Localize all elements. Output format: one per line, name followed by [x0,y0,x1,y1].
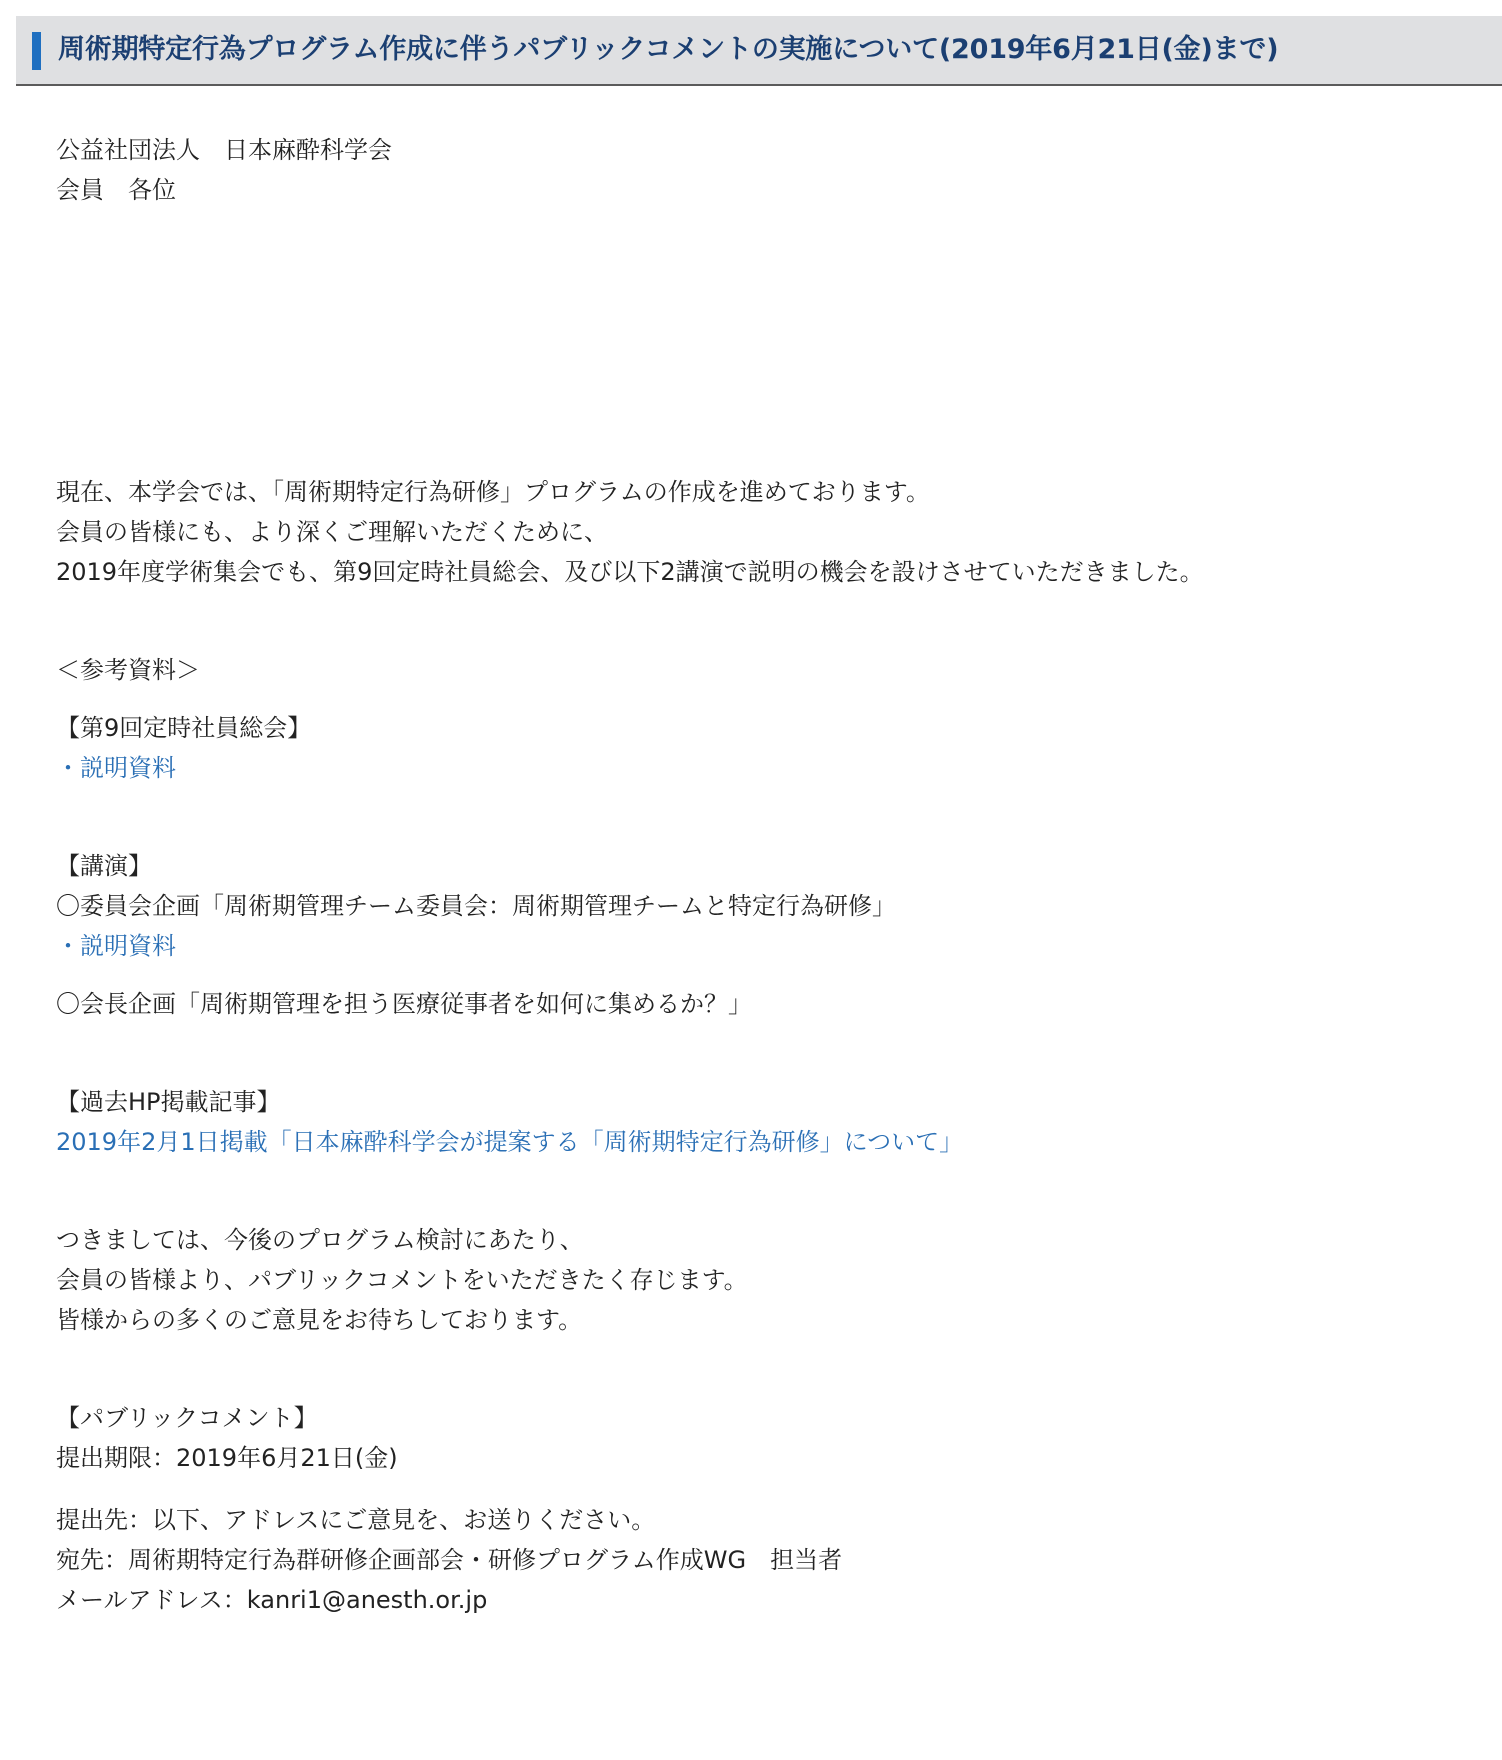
addressee-org: 公益社団法人 日本麻酔科学会 [56,136,392,164]
title-bar [16,16,1502,86]
general-meeting-material-link[interactable]: ・説明資料 [56,754,176,782]
intro-line-3: 2019年度学術集会でも、第9回定時社員総会、及び以下2講演で説明の機会を設けさせていただきました。 [56,558,1204,586]
request-line-3: 皆様からの多くのご意見をお待ちしております。 [56,1306,583,1334]
lecture-item-president: 〇会長企画「周術期管理を担う医療従事者を如何に集めるか？」 [56,990,752,1018]
submit-to-text: 提出先：以下、アドレスにご意見を、お送りください。 [56,1506,656,1534]
past-article-link[interactable]: 2019年2月1日掲載「日本麻酔科学会が提案する「周術期特定行為研修」について」 [56,1128,964,1156]
intro-line-2: 会員の皆様にも、より深くご理解いただくために、 [56,518,608,546]
intro-line-1: 現在、本学会では、「周術期特定行為研修」プログラムの作成を進めております。 [56,478,930,506]
public-comment-heading: 【パブリックコメント】 [56,1404,318,1432]
article-body [56,130,1476,1620]
addressee-recipients: 会員 各位 [56,176,176,204]
request-line-1: つきましては、今後のプログラム検討にあたり、 [56,1226,584,1254]
lecture-committee-material-link[interactable]: ・説明資料 [56,932,176,960]
email-text: メールアドレス：kanri1@anesth.or.jp [56,1586,488,1614]
lecture-item-committee: 〇委員会企画「周術期管理チーム委員会：周術期管理チームと特定行為研修」 [56,892,896,920]
lectures-heading: 【講演】 [56,852,152,880]
request-line-2: 会員の皆様より、パブリックコメントをいただきたく存じます。 [56,1266,748,1294]
deadline-text: 提出期限：2019年6月21日(金) [56,1444,398,1472]
title-accent-bar [32,32,41,70]
references-heading: ＜参考資料＞ [56,656,200,684]
page-title: 周術期特定行為プログラム作成に伴うパブリックコメントの実施について(2019年6月21日(金)まで) [58,34,1279,65]
past-articles-heading: 【過去HP掲載記事】 [56,1088,281,1116]
recipient-text: 宛先：周術期特定行為群研修企画部会・研修プログラム作成WG 担当者 [56,1546,843,1574]
general-meeting-heading: 【第9回定時社員総会】 [56,714,312,742]
